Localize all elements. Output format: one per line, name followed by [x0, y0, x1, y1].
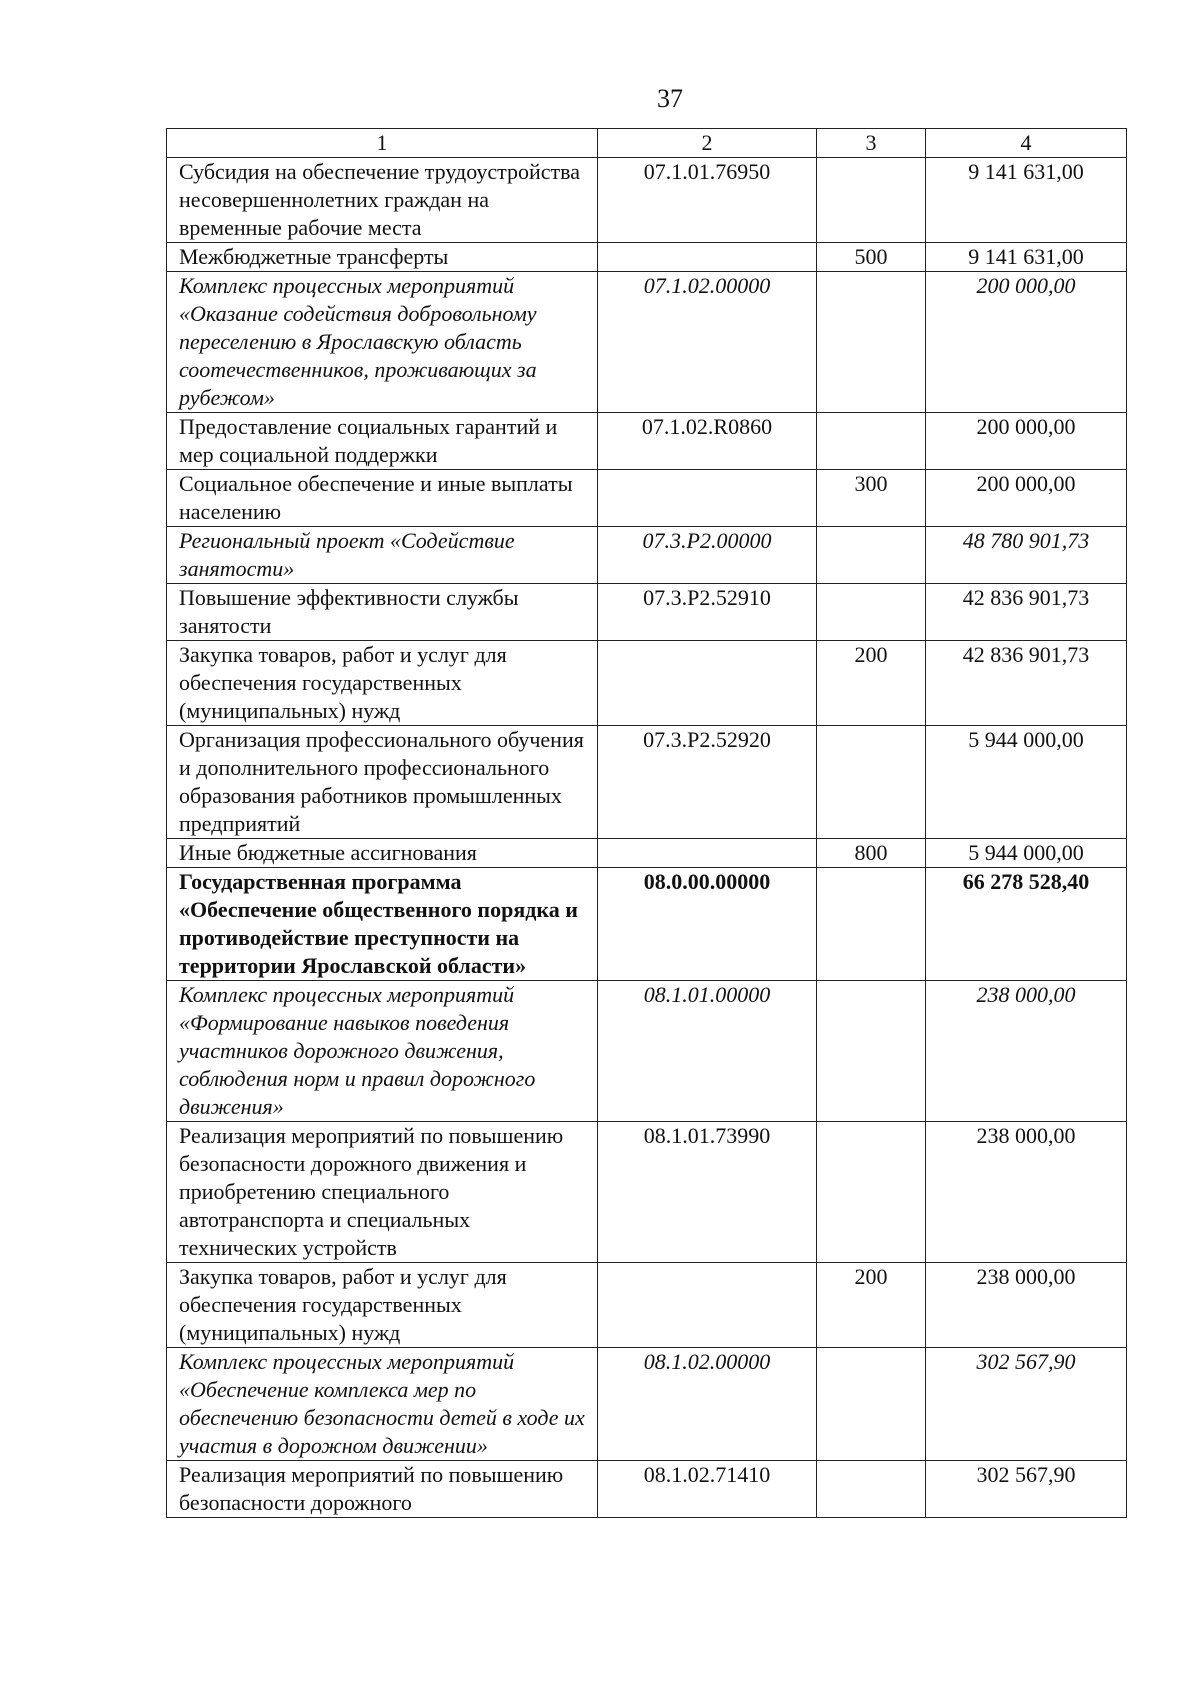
- row-name-cell: Субсидия на обеспечение трудоустройства несовершеннолетних граждан на временные рабочие места: [167, 158, 598, 243]
- table-row: [167, 1461, 1127, 1518]
- row-code-cell: 07.3.P2.52910: [598, 584, 817, 641]
- row-code-cell: [598, 243, 817, 272]
- header-cell-3: 3: [817, 129, 926, 158]
- row-amount-cell: 5 944 000,00: [926, 839, 1127, 868]
- row-amount-cell: 200 000,00: [926, 470, 1127, 527]
- row-expense-type-cell: [817, 981, 926, 1122]
- row-expense-type-cell: [817, 584, 926, 641]
- row-code-cell: 07.1.01.76950: [598, 158, 817, 243]
- row-expense-type-cell: [817, 1122, 926, 1263]
- row-amount-cell: 302 567,90: [926, 1461, 1127, 1518]
- row-name-cell: Реализация мероприятий по повышению безопасности дорожного движения и приобретению специального автотранспорта и специальных технических устройств: [167, 1122, 598, 1263]
- row-name-cell: Повышение эффективности службы занятости: [167, 584, 598, 641]
- header-cell-4: 4: [926, 129, 1127, 158]
- table-row: [167, 584, 1127, 641]
- row-name-cell: Комплекс процессных мероприятий «Формирование навыков поведения участников дорожного движения, соблюдения норм и правил дорожного движения»: [167, 981, 598, 1122]
- row-name-cell: Комплекс процессных мероприятий «Оказание содействия добровольному переселению в Ярославскую область соотечественников, проживающих за рубежом»: [167, 272, 598, 413]
- header-cell-2: 2: [598, 129, 817, 158]
- row-name-cell: Организация профессионального обучения и дополнительного профессионального образования работников промышленных предприятий: [167, 726, 598, 839]
- row-amount-cell: 238 000,00: [926, 1263, 1127, 1348]
- row-code-cell: 08.1.02.71410: [598, 1461, 817, 1518]
- row-code-cell: 08.1.02.00000: [598, 1348, 817, 1461]
- row-expense-type-cell: [817, 158, 926, 243]
- row-name-cell: Социальное обеспечение и иные выплаты населению: [167, 470, 598, 527]
- row-expense-type-cell: [817, 726, 926, 839]
- row-amount-cell: 9 141 631,00: [926, 158, 1127, 243]
- table-row: [167, 981, 1127, 1122]
- row-expense-type-cell: 200: [817, 641, 926, 726]
- row-name-cell: Межбюджетные трансферты: [167, 243, 598, 272]
- row-code-cell: 08.0.00.00000: [598, 868, 817, 981]
- row-expense-type-cell: 500: [817, 243, 926, 272]
- row-code-cell: 07.3.P2.00000: [598, 527, 817, 584]
- row-expense-type-cell: [817, 413, 926, 470]
- table-row: [167, 527, 1127, 584]
- row-code-cell: [598, 1263, 817, 1348]
- row-amount-cell: 42 836 901,73: [926, 641, 1127, 726]
- row-expense-type-cell: 300: [817, 470, 926, 527]
- row-name-cell: Закупка товаров, работ и услуг для обеспечения государственных (муниципальных) нужд: [167, 641, 598, 726]
- row-code-cell: [598, 839, 817, 868]
- table-row: [167, 641, 1127, 726]
- row-name-cell: Региональный проект «Содействие занятости»: [167, 527, 598, 584]
- row-expense-type-cell: [817, 1348, 926, 1461]
- row-name-cell: Комплекс процессных мероприятий «Обеспечение комплекса мер по обеспечению безопасности детей в ходе их участия в дорожном движении»: [167, 1348, 598, 1461]
- row-code-cell: 08.1.01.00000: [598, 981, 817, 1122]
- row-code-cell: 07.3.P2.52920: [598, 726, 817, 839]
- header-cell-1: 1: [167, 129, 598, 158]
- row-name-cell: Государственная программа «Обеспечение общественного порядка и противодействие преступности на территории Ярославской области»: [167, 868, 598, 981]
- page-number: 37: [657, 84, 683, 113]
- table-row: [167, 413, 1127, 470]
- row-expense-type-cell: [817, 1461, 926, 1518]
- table-row: [167, 158, 1127, 243]
- row-code-cell: [598, 470, 817, 527]
- row-name-cell: Закупка товаров, работ и услуг для обеспечения государственных (муниципальных) нужд: [167, 1263, 598, 1348]
- table-row: [167, 1263, 1127, 1348]
- table-row: [167, 272, 1127, 413]
- row-amount-cell: 66 278 528,40: [926, 868, 1127, 981]
- row-expense-type-cell: 800: [817, 839, 926, 868]
- row-amount-cell: 238 000,00: [926, 1122, 1127, 1263]
- row-code-cell: 08.1.01.73990: [598, 1122, 817, 1263]
- row-name-cell: Реализация мероприятий по повышению безопасности дорожного: [167, 1461, 598, 1518]
- budget-table: [166, 128, 1127, 1518]
- row-amount-cell: 302 567,90: [926, 1348, 1127, 1461]
- row-amount-cell: 9 141 631,00: [926, 243, 1127, 272]
- row-amount-cell: 200 000,00: [926, 272, 1127, 413]
- table-header-row: [167, 129, 1127, 158]
- row-expense-type-cell: [817, 868, 926, 981]
- row-expense-type-cell: [817, 527, 926, 584]
- row-code-cell: 07.1.02.R0860: [598, 413, 817, 470]
- row-amount-cell: 48 780 901,73: [926, 527, 1127, 584]
- row-code-cell: [598, 641, 817, 726]
- row-amount-cell: 42 836 901,73: [926, 584, 1127, 641]
- table-row: [167, 726, 1127, 839]
- row-amount-cell: 200 000,00: [926, 413, 1127, 470]
- row-code-cell: 07.1.02.00000: [598, 272, 817, 413]
- row-name-cell: Предоставление социальных гарантий и мер социальной поддержки: [167, 413, 598, 470]
- row-amount-cell: 238 000,00: [926, 981, 1127, 1122]
- table-row: [167, 470, 1127, 527]
- table-row: [167, 1122, 1127, 1263]
- table-row: [167, 868, 1127, 981]
- row-expense-type-cell: 200: [817, 1263, 926, 1348]
- row-name-cell: Иные бюджетные ассигнования: [167, 839, 598, 868]
- table-row: [167, 1348, 1127, 1461]
- table-row: [167, 243, 1127, 272]
- table-row: [167, 839, 1127, 868]
- row-expense-type-cell: [817, 272, 926, 413]
- row-amount-cell: 5 944 000,00: [926, 726, 1127, 839]
